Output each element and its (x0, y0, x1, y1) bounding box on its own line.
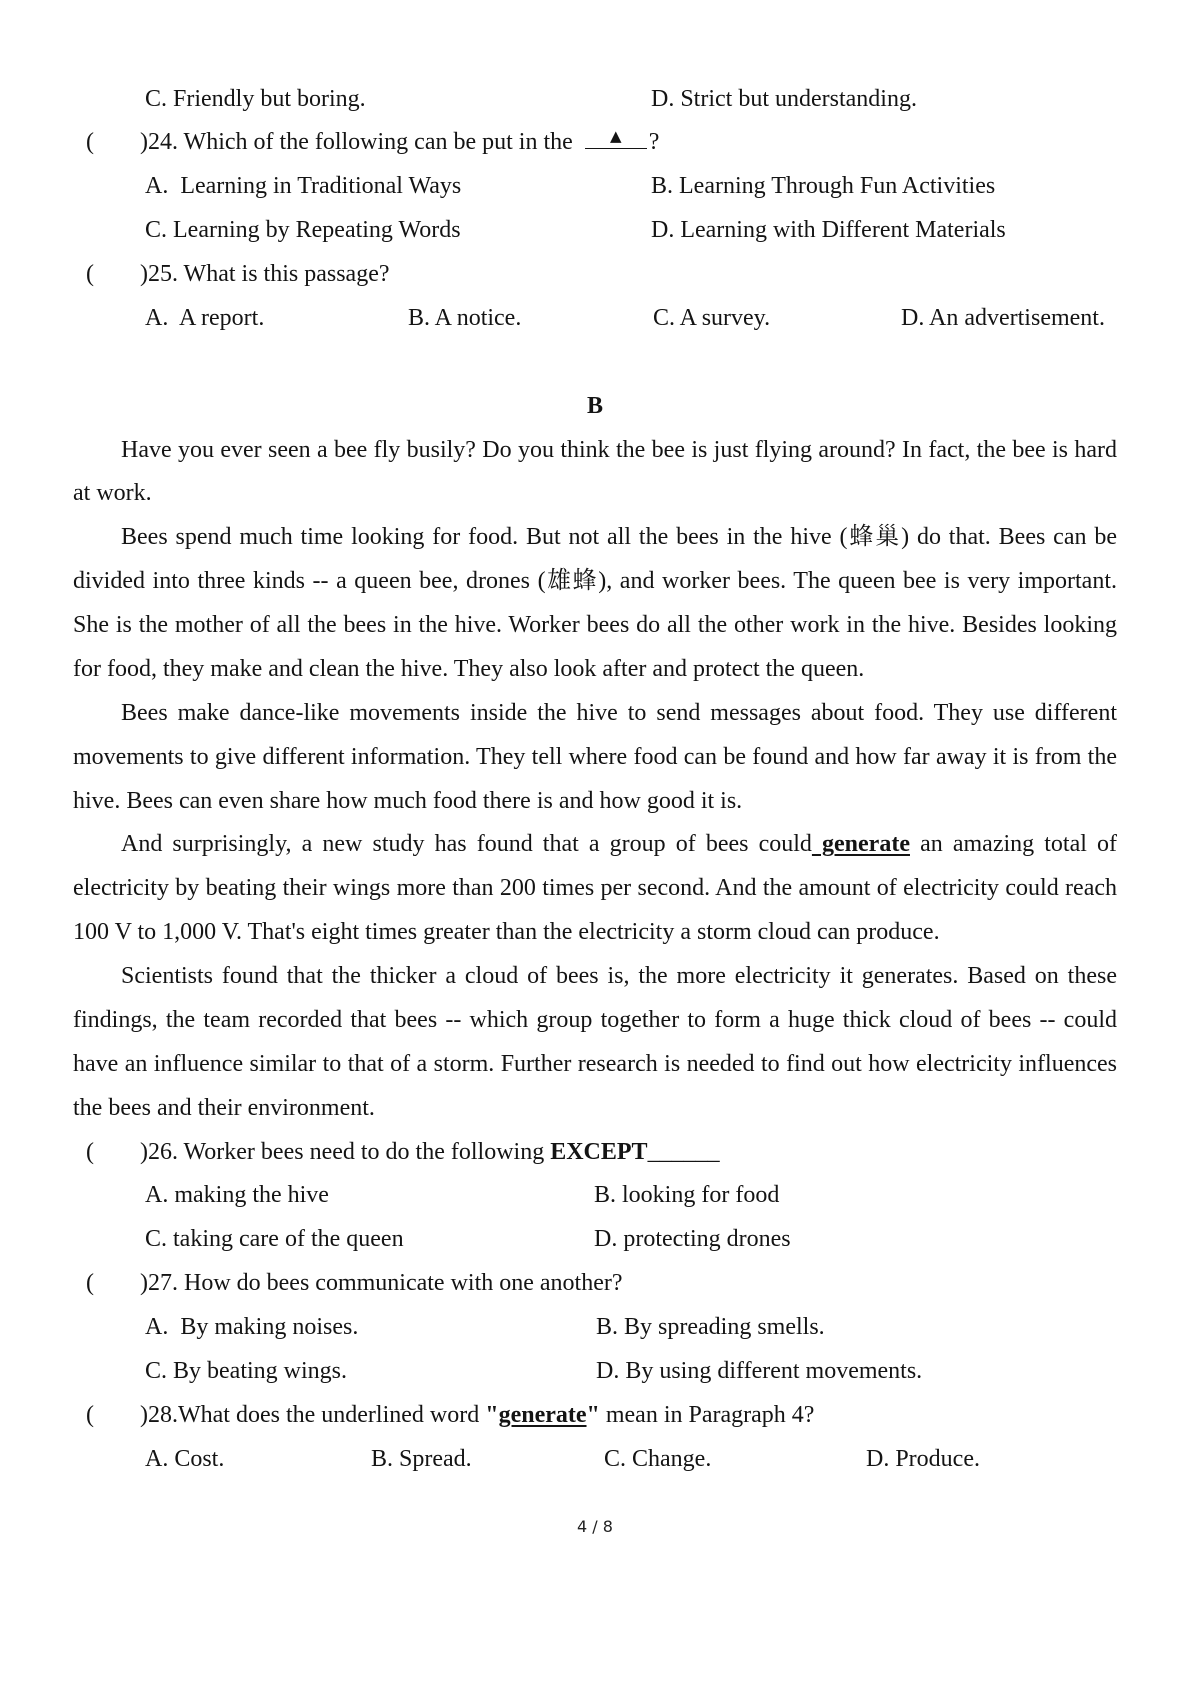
q25-option-a: A. A report. (145, 304, 265, 331)
spacer (0, 341, 1190, 385)
passage-line: Scientists found that the thicker a cloud of bees is, the more electricity it generates. Based on these (121, 963, 1117, 990)
q24-options-row (0, 165, 1190, 209)
q26-options-row (0, 1174, 1190, 1218)
q28-option-c: C. Change. (604, 1445, 712, 1472)
q26-option-d: D. protecting drones (594, 1226, 791, 1253)
passage-line: have an influence similar to that of a storm. Further research is needed to find out how electricity influences (73, 1050, 1117, 1077)
question-28-text-end: mean in Paragraph 4? (599, 1401, 815, 1428)
q27-options-row (0, 1350, 1190, 1394)
passage-line: for food, they make and clean the hive. They also look after and protect the queen. (73, 655, 865, 682)
question-26-text: )26. Worker bees need to do the following (140, 1138, 551, 1165)
question-27 (0, 1262, 1190, 1306)
answer-paren: ( (86, 261, 94, 288)
quote-open: " (485, 1401, 499, 1428)
answer-paren: ( (86, 1401, 94, 1428)
passage-line: Bees make dance-like movements inside the hive to send messages about food. They use different (121, 699, 1117, 726)
passage-text: And surprisingly, a new study has found that a group of bees could (121, 831, 812, 858)
passage-line: Bees spend much time looking for food. But not all the bees in the hive (蜂巢) do that. Bees can be (121, 524, 1117, 551)
q27-options-row (0, 1306, 1190, 1350)
q28-option-a: A. Cost. (145, 1445, 225, 1472)
q24-option-c: C. Learning by Repeating Words (145, 217, 461, 244)
question-28-text: )28.What does the underlined word (140, 1401, 486, 1428)
passage-line: divided into three kinds -- a queen bee, drones (雄蜂), and worker bees. The queen bee is very important. (73, 568, 1117, 595)
answer-underline: ______ (647, 1138, 720, 1165)
question-24-stem (140, 121, 659, 165)
q26-option-c: C. taking care of the queen (145, 1226, 404, 1253)
q27-option-a: A. By making noises. (145, 1314, 359, 1341)
question-25-text: )25. What is this passage? (140, 261, 390, 288)
q28-options-row (0, 1438, 1190, 1482)
underlined-keyword: generate (498, 1401, 587, 1428)
section-heading: B (586, 392, 603, 419)
answer-paren: ( (86, 129, 94, 156)
question-26-stem (140, 1131, 720, 1175)
q27-option-d: D. By using different movements. (596, 1357, 923, 1384)
question-28-stem (140, 1394, 814, 1438)
page-number: 4 / 8 (577, 1517, 613, 1536)
q28-option-d: D. Produce. (866, 1445, 980, 1472)
question-24 (0, 121, 1190, 165)
q25-option-d: D. An advertisement. (901, 304, 1105, 331)
passage-text: an amazing total of (909, 831, 1117, 858)
exam-page (0, 78, 1190, 1482)
q24-option-d: D. Learning with Different Materials (651, 217, 1006, 244)
q25-option-b: B. A notice. (408, 304, 522, 331)
q25-options-row (0, 297, 1190, 341)
q26-option-b: B. looking for food (594, 1182, 780, 1209)
q23-options-row (0, 78, 1190, 122)
quote-close: " (586, 1401, 600, 1428)
passage-line: at work. (73, 480, 152, 507)
question-27-text: )27. How do bees communicate with one another? (140, 1270, 623, 1297)
passage-line: hive. Bees can even share how much food there is and how good it is. (73, 787, 743, 814)
triangle-mark-icon: ▲ (610, 127, 622, 146)
question-26 (0, 1131, 1190, 1175)
q25-option-c: C. A survey. (653, 304, 771, 331)
q27-option-b: B. By spreading smells. (596, 1314, 825, 1341)
q27-option-c: C. By beating wings. (145, 1357, 347, 1384)
q26-options-row (0, 1218, 1190, 1262)
question-24-text: )24. Which of the following can be put in the (140, 129, 573, 156)
passage-line (73, 823, 1117, 867)
q24-option-b: B. Learning Through Fun Activities (651, 173, 996, 200)
q23-option-c: C. Friendly but boring. (145, 85, 366, 112)
passage-line: 100 V to 1,000 V. That's eight times greater than the electricity a storm cloud can produce. (73, 919, 940, 946)
passage-line: Have you ever seen a bee fly busily? Do you think the bee is just flying around? In fact, the bee is hard (121, 436, 1117, 463)
q26-option-a: A. making the hive (145, 1182, 329, 1209)
passage-line: She is the mother of all the bees in the hive. Worker bees do all the other work in the hive. Besides looking (73, 612, 1117, 639)
question-mark: ? (648, 129, 660, 156)
answer-paren: ( (86, 1138, 94, 1165)
passage-line: findings, the team recorded that bees -- which group together to form a huge thick cloud of bees -- could (73, 1006, 1117, 1033)
question-25 (0, 253, 1190, 297)
passage-line: movements to give different information. They tell where food can be found and how far away it is from the (73, 743, 1117, 770)
passage-line: the bees and their environment. (73, 1094, 375, 1121)
emphasis-word: EXCEPT (550, 1138, 648, 1165)
question-28 (0, 1394, 1190, 1438)
q23-option-d: D. Strict but understanding. (651, 85, 917, 112)
q24-option-a: A. Learning in Traditional Ways (145, 173, 462, 200)
q24-options-row (0, 209, 1190, 253)
q28-option-b: B. Spread. (371, 1445, 472, 1472)
underlined-keyword: generate (811, 831, 910, 858)
answer-paren: ( (86, 1270, 94, 1297)
passage-line: electricity by beating their wings more than 200 times per second. And the amount of electricity could reach (73, 875, 1117, 902)
answer-blank (585, 127, 647, 149)
